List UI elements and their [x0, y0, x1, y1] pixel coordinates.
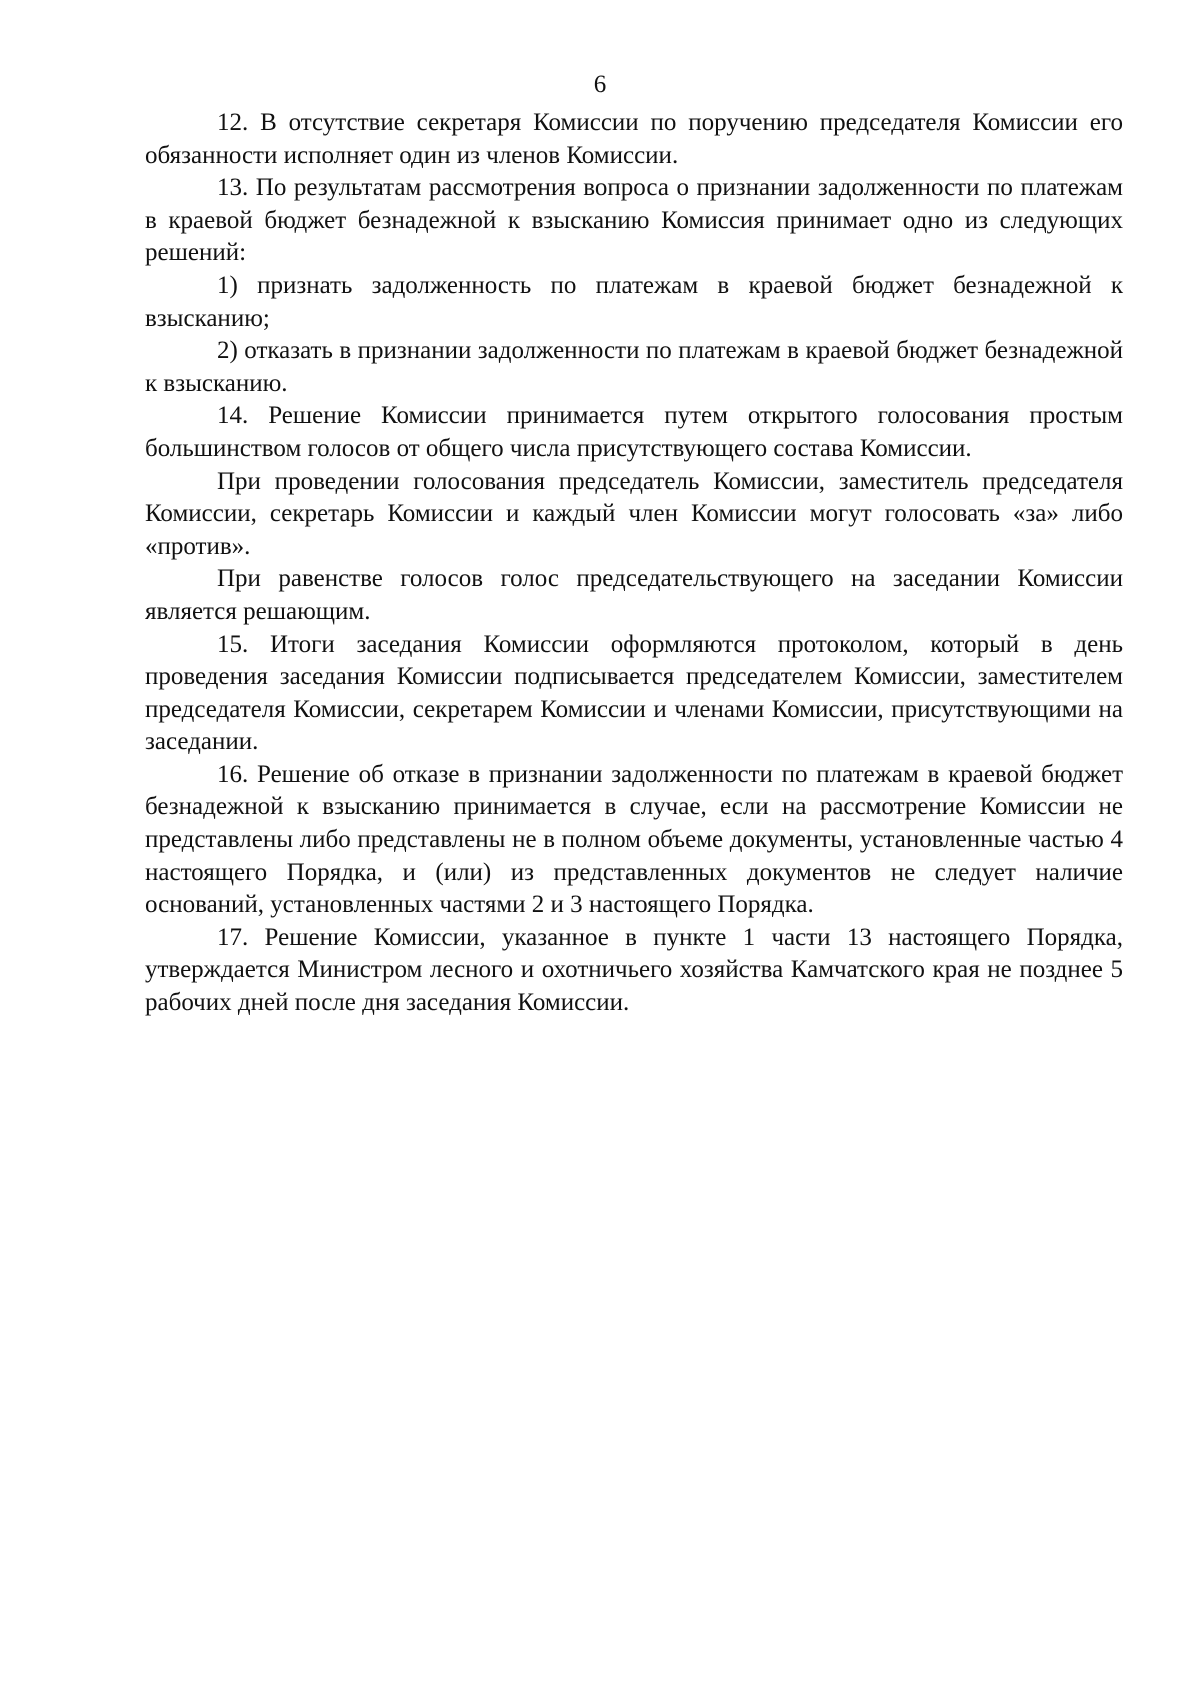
paragraph-16: 16. Решение об отказе в признании задолженности по платежам в краевой бюджет безнадежной к взысканию принимается в случае, если на рассмотрение Комиссии не представлены либо представлены не в полном объеме документы, установленные частью 4 настоящего Порядка, и (или) из представленных документов не следует наличие оснований, установленных частями 2 и 3 настоящего Порядка.: [145, 760, 1123, 919]
page-number: 6: [593, 71, 607, 98]
paragraph-12: 12. В отсутствие секретаря Комиссии по поручению председателя Комиссии его обязанности исполняет один из членов Комиссии.: [145, 109, 1123, 169]
paragraph-13: 13. По результатам рассмотрения вопроса о признании задолженности по платежам в краевой бюджет безнадежной к взысканию Комиссия принимает одно из следующих решений:: [145, 174, 1123, 267]
paragraph-14-voting: При проведении голосования председатель Комиссии, заместитель председателя Комиссии, секретарь Комиссии и каждый член Комиссии могут голосовать «за» либо «против».: [145, 467, 1123, 560]
paragraph-14: 14. Решение Комиссии принимается путем открытого голосования простым большинством голосов от общего числа присутствующего состава Комиссии.: [145, 402, 1123, 462]
paragraph-14-tie: При равенстве голосов голос председательствующего на заседании Комиссии является решающим.: [145, 565, 1123, 625]
paragraph-17: 17. Решение Комиссии, указанное в пункте 1 части 13 настоящего Порядка, утверждается Министром лесного и охотничьего хозяйства Камчатского края не позднее 5 рабочих дней после дня заседания Комиссии.: [145, 923, 1123, 1017]
paragraph-15: 15. Итоги заседания Комиссии оформляются протоколом, который в день проведения заседания Комиссии подписывается председателем Комиссии, заместителем председателя Комиссии, секретарем Комиссии и членами Комиссии, присутствующими на заседании.: [145, 630, 1123, 756]
paragraph-13-option-1: 1) признать задолженность по платежам в краевой бюджет безнадежной к взысканию;: [145, 271, 1123, 332]
document-body: [145, 107, 1123, 1020]
paragraph-13-option-2: 2) отказать в признании задолженности по платежам в краевой бюджет безнадежной к взысканию.: [145, 337, 1123, 397]
